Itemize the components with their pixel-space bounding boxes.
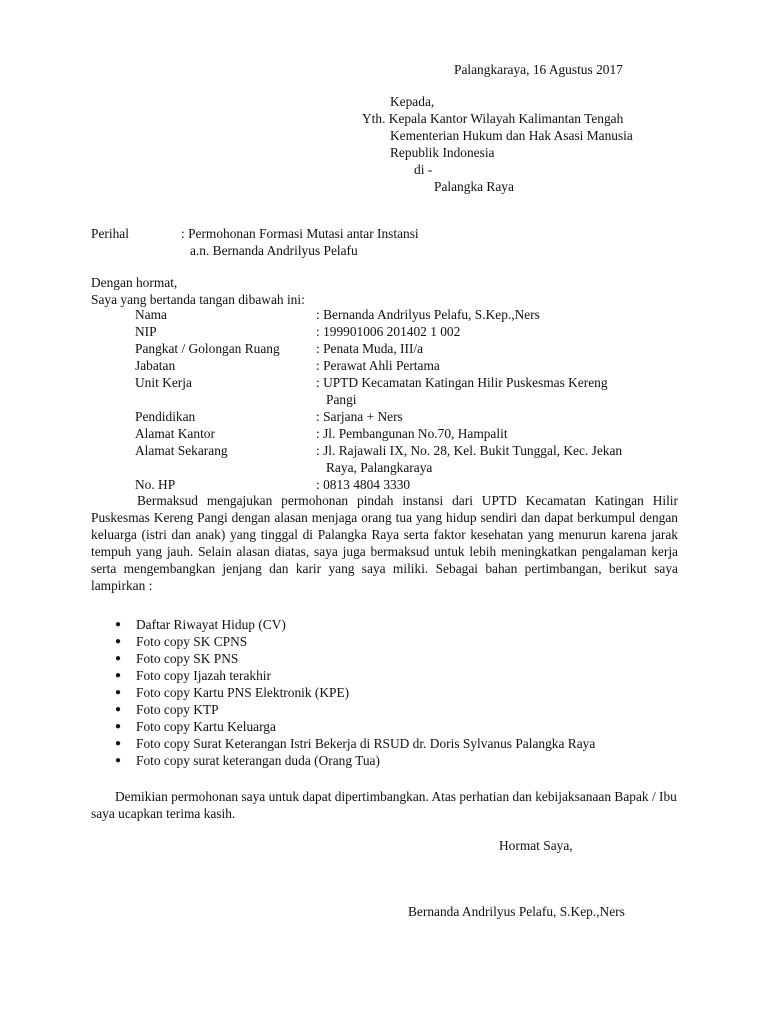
field-value-line: : Sarjana + Ners <box>316 409 403 424</box>
field-value-line: : Bernanda Andrilyus Pelafu, S.Kep.,Ners <box>316 307 540 322</box>
field-value <box>316 476 410 493</box>
field-key: NIP <box>135 324 157 339</box>
field-value <box>316 442 622 476</box>
bullet-icon: ● <box>115 636 122 647</box>
recipient-line-3: Republik Indonesia <box>390 145 495 160</box>
field-value-line: : UPTD Kecamatan Katingan Hilir Puskesmas Kereng <box>316 375 608 390</box>
list-item <box>115 667 595 684</box>
body-paragraph-2: Demikian permohonan saya untuk dapat dipertimbangkan. Atas perhatian dan kebijaksanaan Bapak / Ibu saya ucapkan terima kasih. <box>91 789 677 821</box>
field-row <box>135 306 622 323</box>
attachment-list <box>115 616 595 769</box>
bullet-icon: ● <box>115 653 122 664</box>
body-paragraph-1: Bermaksud mengajukan permohonan pindah instansi dari UPTD Kecamatan Katingan Hilir Puskesmas Kereng Pangi dengan alasan menjaga orang tua yang hidup sendiri dan dapat berkumpul dengan keluarga (istri dan anak) yang tinggal di Palangka Raya serta faktor kesehatan yang menurun karena jarak tempuh yang jauh. Selain alasan diatas, saya juga bermaksud untuk lebih meningkatkan pengalaman kerja serta mengembangkan jenjang dan karir yang saya miliki. Sebagai bahan pertimbangan, berikut saya lampirkan : <box>91 493 678 593</box>
field-row <box>135 357 622 374</box>
list-item <box>115 735 595 752</box>
field-key: Jabatan <box>135 358 176 373</box>
field-key: Pendidikan <box>135 409 196 424</box>
field-value-line: : Penata Muda, III/a <box>316 341 424 356</box>
subject-label: Perihal <box>91 226 129 241</box>
field-row <box>135 476 622 493</box>
field-value <box>316 357 440 374</box>
list-item-text: Foto copy Surat Keterangan Istri Bekerja di RSUD dr. Doris Sylvanus Palangka Raya <box>136 736 596 751</box>
recipient-line-2: Kementerian Hukum dan Hak Asasi Manusia <box>390 128 633 143</box>
field-row <box>135 374 622 408</box>
field-value-line: : 0813 4804 3330 <box>316 477 411 492</box>
list-item-text: Foto copy surat keterangan duda (Orang Tua) <box>136 753 380 768</box>
signature-name: Bernanda Andrilyus Pelafu, S.Kep.,Ners <box>408 904 625 919</box>
bullet-icon: ● <box>115 670 122 681</box>
field-key: Pangkat / Golongan Ruang <box>135 341 280 356</box>
list-item-text: Foto copy KTP <box>136 702 219 717</box>
field-row <box>135 340 622 357</box>
field-value <box>316 306 540 323</box>
bullet-icon: ● <box>115 704 122 715</box>
field-value <box>316 323 460 340</box>
date-line: Palangkaraya, 16 Agustus 2017 <box>454 62 623 77</box>
field-value <box>316 408 403 425</box>
list-item <box>115 701 595 718</box>
list-item <box>115 718 595 735</box>
list-item <box>115 752 595 769</box>
field-value-line: : 199901006 201402 1 002 <box>316 324 461 339</box>
field-key: Unit Kerja <box>135 375 192 390</box>
recipient-block <box>362 93 633 195</box>
list-item <box>115 616 595 633</box>
field-key: No. HP <box>135 477 176 492</box>
subject-value-2: a.n. Bernanda Andrilyus Pelafu <box>190 243 358 258</box>
bullet-icon: ● <box>115 721 122 732</box>
field-key: Alamat Kantor <box>135 426 215 441</box>
field-value-continuation: Raya, Palangkaraya <box>326 460 433 475</box>
field-row <box>135 323 622 340</box>
bullet-icon: ● <box>115 687 122 698</box>
bullet-icon: ● <box>115 755 122 766</box>
field-key: Nama <box>135 307 167 322</box>
field-row <box>135 442 622 476</box>
closing: Hormat Saya, <box>499 838 573 853</box>
bullet-icon: ● <box>115 738 122 749</box>
list-item-text: Foto copy Kartu PNS Elektronik (KPE) <box>136 685 350 700</box>
identity-fields <box>135 306 622 493</box>
field-value <box>316 340 423 357</box>
list-item-text: Foto copy SK PNS <box>136 651 239 666</box>
field-value-line: : Perawat Ahli Pertama <box>316 358 440 373</box>
field-value-line: : Jl. Rajawali IX, No. 28, Kel. Bukit Tunggal, Kec. Jekan <box>316 443 623 458</box>
subject-block <box>91 225 419 259</box>
field-value-continuation: Pangi <box>326 392 357 407</box>
list-item <box>115 633 595 650</box>
field-value <box>316 425 508 442</box>
field-value <box>316 374 608 408</box>
field-row <box>135 425 622 442</box>
greeting: Dengan hormat, <box>91 275 178 290</box>
subject-value: : Permohonan Formasi Mutasi antar Instansi <box>181 226 419 241</box>
recipient-line-4: di - <box>414 162 433 177</box>
list-item-text: Foto copy SK CPNS <box>136 634 248 649</box>
recipient-kepada: Kepada, <box>390 94 435 109</box>
list-item-text: Daftar Riwayat Hidup (CV) <box>136 617 286 632</box>
list-item <box>115 650 595 667</box>
list-item-text: Foto copy Ijazah terakhir <box>136 668 271 683</box>
intro-line: Saya yang bertanda tangan dibawah ini: <box>91 292 305 307</box>
recipient-line-1: Yth. Kepala Kantor Wilayah Kalimantan Tengah <box>362 111 624 126</box>
field-row <box>135 408 622 425</box>
greeting-block <box>91 274 305 308</box>
recipient-line-5: Palangka Raya <box>434 179 514 194</box>
field-value-line: : Jl. Pembangunan No.70, Hampalit <box>316 426 508 441</box>
list-item-text: Foto copy Kartu Keluarga <box>136 719 276 734</box>
field-key: Alamat Sekarang <box>135 443 228 458</box>
bullet-icon: ● <box>115 619 122 630</box>
list-item <box>115 684 595 701</box>
